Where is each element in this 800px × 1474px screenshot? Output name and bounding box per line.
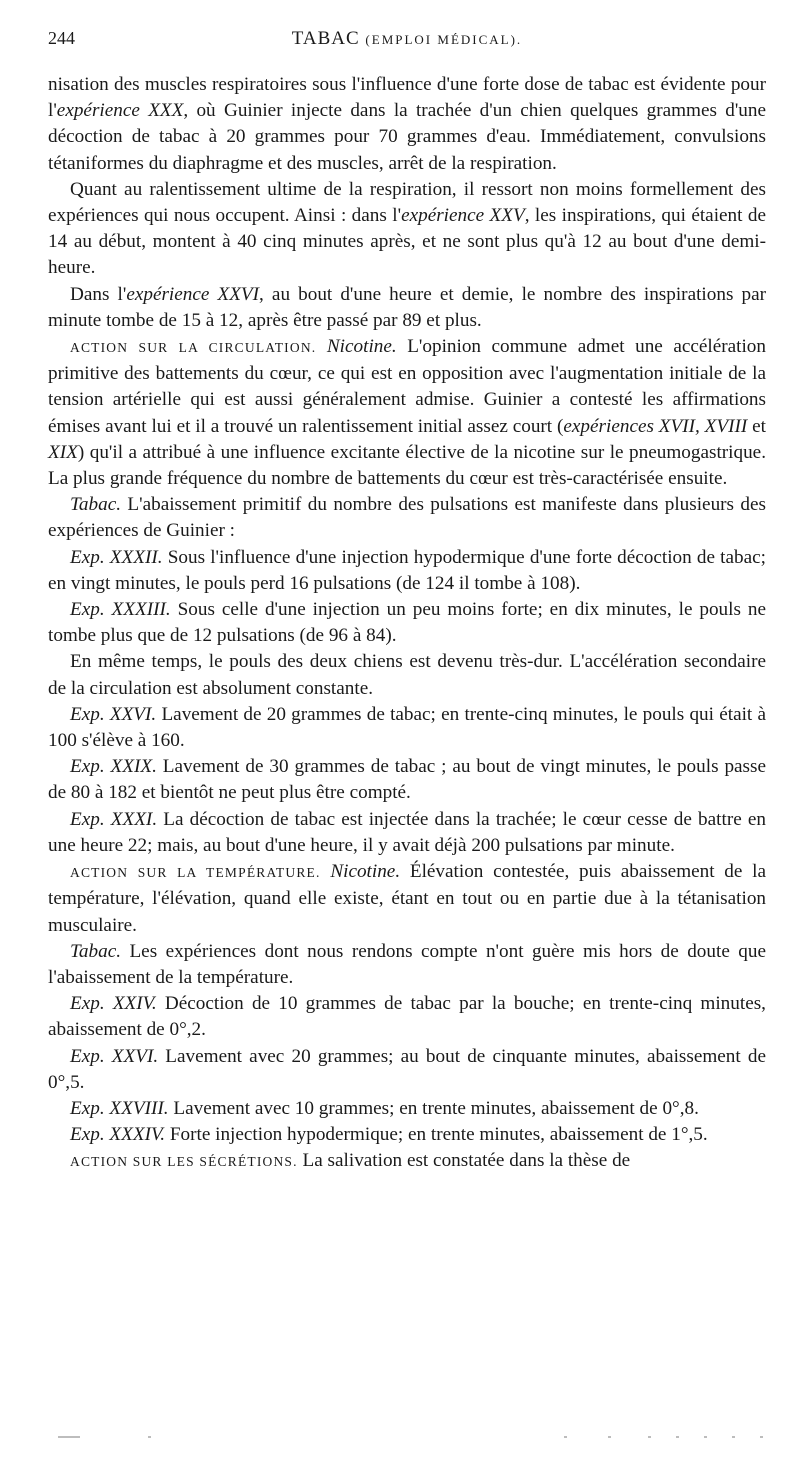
paragraph [48, 282, 766, 334]
section-heading: ACTION SUR LA CIRCULATION. [70, 340, 317, 356]
paragraph [48, 1096, 766, 1122]
paragraph [48, 754, 766, 806]
italic-text: Exp. XXXIII. [70, 599, 171, 621]
text-run: Lavement avec 10 grammes; en trente minutes, abaissement de 0°,8. [168, 1097, 699, 1119]
text-run: Lavement de 30 grammes de tabac ; au bout de vingt minutes, le pouls passe de 80 à 182 et bientôt ne peut plus être compté. [48, 756, 766, 804]
paragraph [48, 545, 766, 597]
text-run: Sous l'influence d'une injection hypodermique d'une forte décoction de tabac; en vingt minutes, le pouls perd 16 pulsations (de 124 il tombe à 108). [48, 546, 766, 594]
section-heading: ACTION SUR LES SÉCRÉTIONS. [70, 1154, 298, 1170]
text-run: Dans l' [70, 283, 127, 305]
text-run: Lavement avec 20 grammes; au bout de cinquante minutes, abaissement de 0°,5. [48, 1045, 766, 1093]
italic-text: XIX [48, 441, 78, 463]
text-run: La salivation est constatée dans la thèse de [297, 1150, 631, 1172]
text-run: Sous celle d'une injection un peu moins forte; en dix minutes, le pouls ne tombe plus que de 12 pulsations (de 96 à 84). [48, 599, 766, 647]
text-run: Élévation contestée, puis abaissement de la température, l'élévation, quand elle existe, étant en tout ou en partie due à la tétanisation musculaire. [48, 861, 767, 936]
text-run: ) qu'il a attribué à une influence excitante élective de la nicotine sur le pneumogastrique. La plus grande fréquence du nombre de battements du cœur est très-caractérisée ensuite. [48, 441, 766, 490]
page-header [48, 28, 766, 58]
italic-text: expérience XXVI [126, 283, 260, 305]
paragraph [48, 939, 766, 991]
text-run [316, 336, 327, 357]
italic-text: Exp. XXVI. [70, 703, 157, 725]
text-run: La décoction de tabac est injectée dans la trachée; le cœur cesse de battre en une heure 22; mais, au bout d'une heure, il y avait déjà 200 pulsations par minute. [48, 808, 766, 856]
paragraph [48, 72, 766, 177]
running-head-title: TABAC [291, 28, 360, 49]
text-run: Quant au ralentissement ultime de la respiration, il ressort non moins formellement des expériences qui nous occupent. Ainsi : dans l' [48, 178, 766, 227]
footer-scan-marks [48, 1436, 766, 1444]
text-run: , les inspirations, qui étaient de 14 au début, montent à 40 cinq minutes après, et ne sont plus qu'à 12 au bout d'une demi-heure. [48, 205, 766, 279]
text-run: Forte injection hypodermique; en trente minutes, abaissement de 1°,5. [165, 1124, 708, 1146]
paragraph [48, 649, 766, 701]
paragraph [48, 859, 766, 939]
italic-text: expérience XXV [401, 205, 525, 227]
italic-text: Exp. XXIV. [70, 993, 157, 1015]
text-run: En même temps, le pouls des deux chiens est devenu très-dur. L'accélération secondaire de la circulation est absolument constante. [48, 651, 766, 699]
text-run: Décoction de 10 grammes de tabac par la bouche; en trente-cinq minutes, abaissement de 0°,2. [48, 993, 766, 1041]
paragraph [48, 702, 766, 754]
paragraph [48, 1122, 766, 1148]
text-run: , au bout d'une heure et demie, le nombre des inspirations par minute tombe de 15 à 12, après être passé par 89 et plus. [48, 283, 766, 331]
italic-text: Tabac. [70, 940, 122, 962]
italic-text: expériences XVII, XVIII [563, 415, 748, 437]
section-heading: ACTION SUR LA TEMPÉRATURE. [70, 865, 321, 881]
paragraph [48, 1044, 766, 1096]
paragraph [48, 177, 766, 282]
paragraph [48, 334, 766, 492]
running-head-subtitle: (EMPLOI MÉDICAL). [365, 32, 523, 47]
text-run: , où Guinier injecte dans la trachée d'un chien quelques grammes d'une décoction de tabac à 20 grammes pour 70 grammes d'eau. Immédiatement, convulsions tétaniformes du diaphragme et des muscles, arrêt de la respiration. [48, 100, 766, 174]
italic-text: expérience XXX [56, 100, 184, 122]
paragraph [48, 597, 766, 649]
text-run: Les expériences dont nous rendons compte n'ont guère mis hors de doute que l'abaissement de la température. [48, 940, 766, 988]
text-run: L'opinion commune admet une accélération primitive des battements du cœur, ce qui est en opposition avec l'augmentation initiale de la tension artérielle qui est aussi généralement admise. Guinier a contesté les affirmations émises avant lui et il a trouvé un ralentissement initial assez court ( [48, 336, 766, 437]
italic-text: Nicotine. [330, 861, 401, 883]
document-page [48, 28, 766, 1176]
text-run: nisation des muscles respiratoires sous l'influence d'une forte dose de tabac est évidente pour l' [48, 74, 766, 122]
italic-text: Tabac. [70, 494, 122, 516]
italic-text: Exp. XXVI. [70, 1045, 159, 1067]
paragraph [48, 991, 766, 1043]
italic-text: Exp. XXXII. [70, 546, 163, 568]
italic-text: Exp. XXIX. [70, 756, 157, 778]
page-number: 244 [48, 28, 75, 48]
running-head [88, 28, 766, 50]
paragraph [48, 492, 766, 544]
italic-text: Exp. XXVIII. [70, 1097, 169, 1119]
italic-text: Nicotine. [326, 336, 397, 358]
text-run: L'abaissement primitif du nombre des pulsations est manifeste dans plusieurs des expériences de Guinier : [48, 494, 766, 542]
text-run: Lavement de 20 grammes de tabac; en trente-cinq minutes, le pouls qui était à 100 s'élève à 160. [48, 703, 766, 752]
text-run: et [747, 415, 766, 437]
paragraph [48, 1148, 766, 1175]
body-text [48, 72, 766, 1176]
text-run [321, 861, 331, 882]
italic-text: Exp. XXXIV. [70, 1124, 166, 1146]
paragraph [48, 807, 766, 859]
italic-text: Exp. XXXI. [70, 808, 158, 830]
